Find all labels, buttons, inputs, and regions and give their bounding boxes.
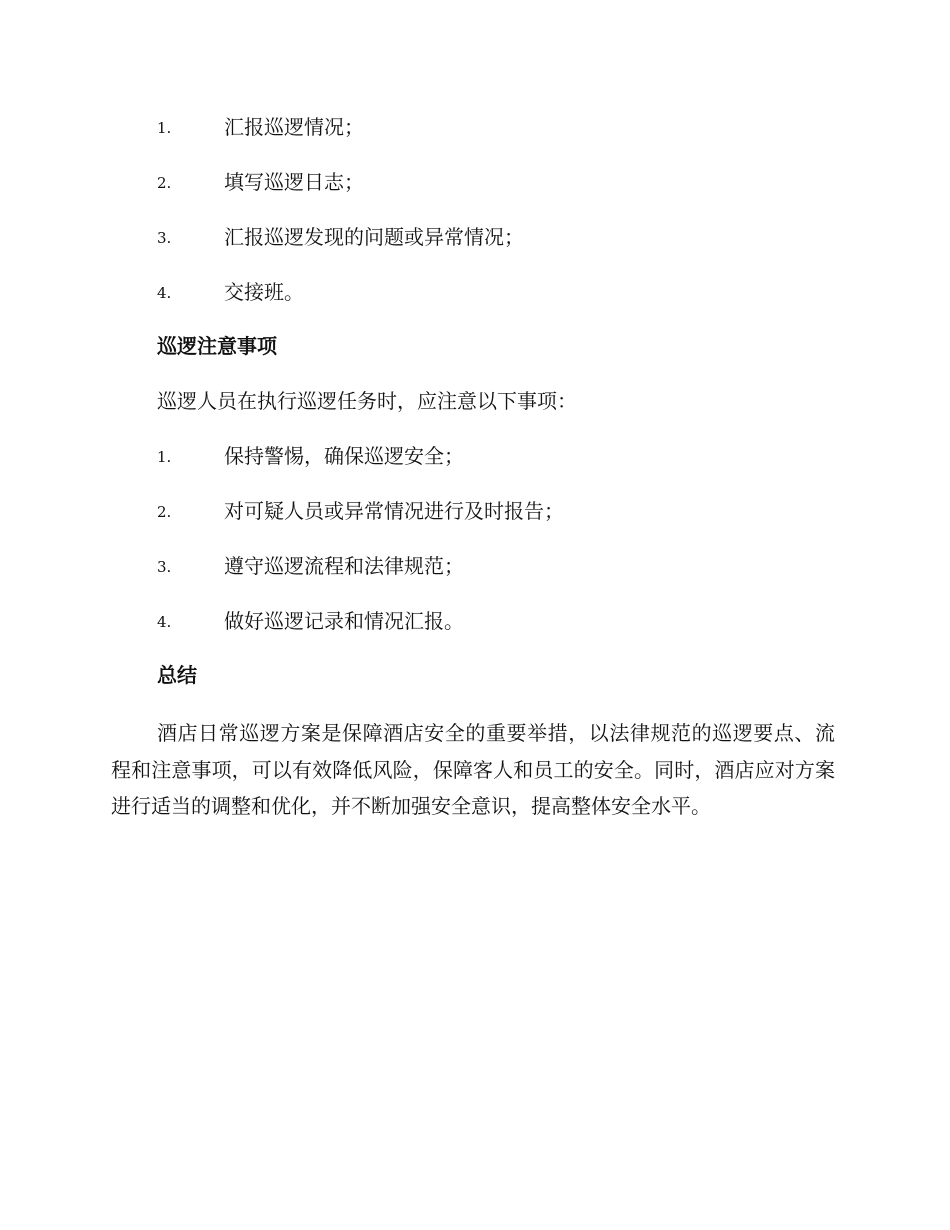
list-item <box>0 115 950 173</box>
list-item-text: 汇报巡逻发现的问题或异常情况； <box>224 225 524 249</box>
list-item-number: 3. <box>157 229 172 247</box>
notes-intro-paragraph: 巡逻人员在执行巡逻任务时，应注意以下事项： <box>157 389 577 413</box>
list-item-number: 4. <box>157 613 172 631</box>
section-heading-summary: 总结 <box>157 663 197 687</box>
list-item-text: 填写巡逻日志； <box>224 170 364 194</box>
list-item-number: 1. <box>157 448 172 466</box>
list-item-text: 汇报巡逻情况； <box>224 115 364 139</box>
list-item-number: 3. <box>157 558 172 576</box>
list-item <box>0 170 950 228</box>
list-item-text: 对可疑人员或异常情况进行及时报告； <box>224 499 564 523</box>
section-heading-notes: 巡逻注意事项 <box>157 334 277 358</box>
list-item-text: 做好巡逻记录和情况汇报。 <box>224 609 464 633</box>
list-item <box>0 609 950 667</box>
list-item-text: 交接班。 <box>224 280 304 304</box>
list-item-number: 1. <box>157 119 172 137</box>
list-item <box>0 280 950 338</box>
list-item-number: 2. <box>157 174 172 192</box>
summary-paragraph: 酒店日常巡逻方案是保障酒店安全的重要举措，以法律规范的巡逻要点、流程和注意事项，可以有效降低风险，保障客人和员工的安全。同时，酒店应对方案进行适当的调整和优化，并不断加强安全意识，提高整体安全水平。 <box>111 721 835 818</box>
list-item <box>0 499 950 557</box>
notes-list <box>0 444 950 667</box>
list-item-text: 遵守巡逻流程和法律规范； <box>224 554 464 578</box>
list-item <box>0 554 950 612</box>
list-item-number: 4. <box>157 284 172 302</box>
list-item-text: 保持警惕，确保巡逻安全； <box>224 444 464 468</box>
list-item <box>0 444 950 502</box>
list-item-number: 2. <box>157 503 172 521</box>
procedure-list <box>0 115 950 338</box>
list-item <box>0 225 950 283</box>
